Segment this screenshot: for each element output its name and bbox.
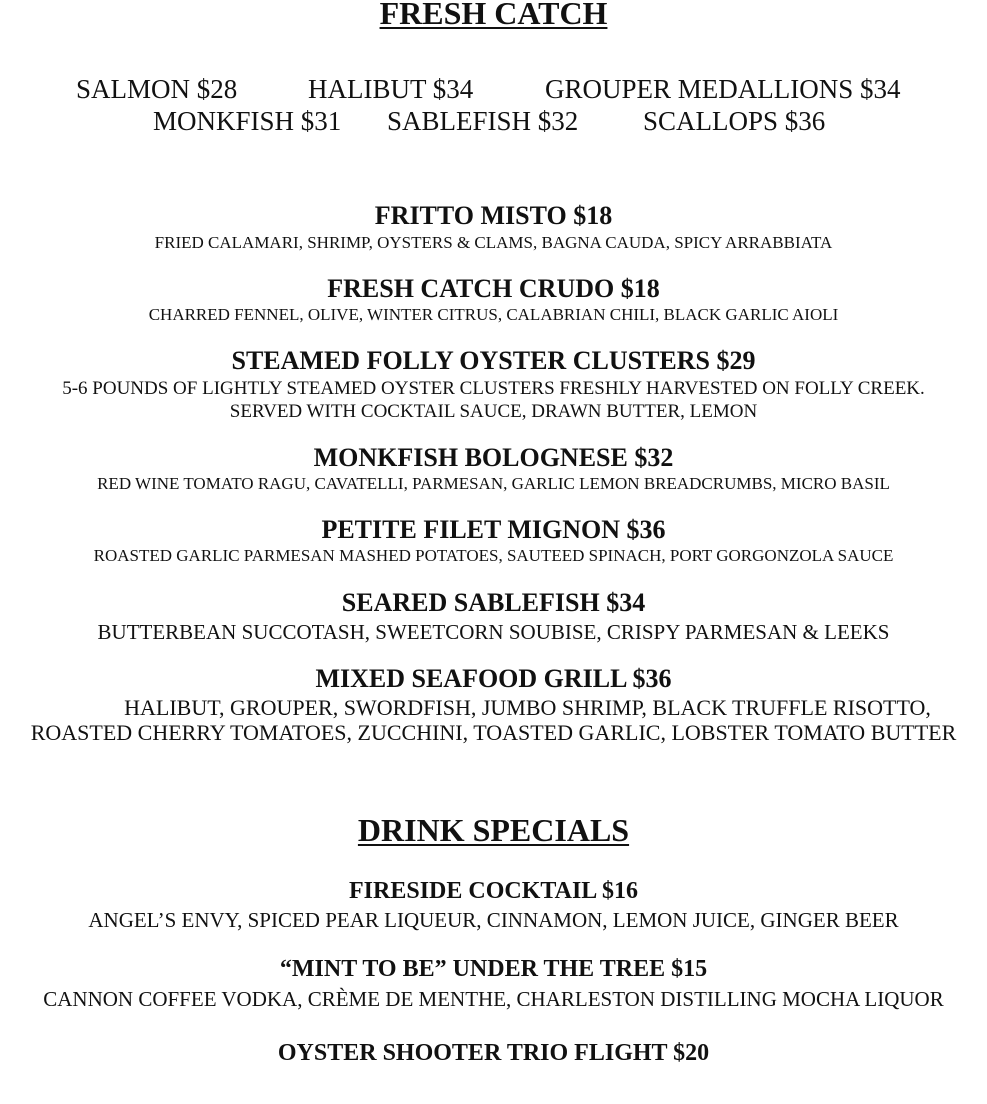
special-title: SEARED SABLEFISH $34 [341, 588, 646, 617]
special-title: MIXED SEAFOOD GRILL $36 [315, 664, 672, 693]
drink-title: “MINT TO BE” UNDER THE TREE $15 [279, 956, 708, 982]
drink-title: OYSTER SHOOTER TRIO FLIGHT $20 [277, 1040, 710, 1066]
special-description: 5-6 POUNDS OF LIGHTLY STEAMED OYSTER CLUSTERS FRESHLY HARVESTED ON FOLLY CREEK. [62, 378, 925, 399]
special-description: ROASTED GARLIC PARMESAN MASHED POTATOES, SAUTEED SPINACH, PORT GORGONZOLA SAUCE [93, 546, 894, 565]
fresh-catch-title: FRESH CATCH [379, 0, 608, 31]
special-title: STEAMED FOLLY OYSTER CLUSTERS $29 [231, 346, 756, 375]
special-description: RED WINE TOMATO RAGU, CAVATELLI, PARMESAN, GARLIC LEMON BREADCRUMBS, MICRO BASIL [97, 474, 890, 493]
special-title: FRESH CATCH CRUDO $18 [327, 274, 660, 303]
drink-description: CANNON COFFEE VODKA, CRÈME DE MENTHE, CHARLESTON DISTILLING MOCHA LIQUOR [43, 987, 944, 1011]
special-description: FRIED CALAMARI, SHRIMP, OYSTERS & CLAMS, BAGNA CAUDA, SPICY ARRABBIATA [154, 233, 833, 252]
special-description: BUTTERBEAN SUCCOTASH, SWEETCORN SOUBISE, CRISPY PARMESAN & LEEKS [97, 620, 890, 644]
special-title: MONKFISH BOLOGNESE $32 [313, 443, 674, 472]
special-title: PETITE FILET MIGNON $36 [321, 515, 666, 544]
catch-item: MONKFISH $31 [153, 106, 342, 136]
catch-item: SALMON $28 [76, 74, 238, 104]
catch-item: GROUPER MEDALLIONS $34 [545, 74, 901, 104]
special-title: FRITTO MISTO $18 [374, 201, 613, 230]
catch-item: HALIBUT $34 [308, 74, 474, 104]
drink-description: ANGEL’S ENVY, SPICED PEAR LIQUEUR, CINNAMON, LEMON JUICE, GINGER BEER [88, 908, 899, 932]
special-description: HALIBUT, GROUPER, SWORDFISH, JUMBO SHRIMP, BLACK TRUFFLE RISOTTO, [124, 695, 931, 720]
drink-title: FIRESIDE COCKTAIL $16 [349, 878, 638, 904]
catch-item: SABLEFISH $32 [387, 106, 579, 136]
drink-specials-title: DRINK SPECIALS [357, 812, 630, 848]
special-description: SERVED WITH COCKTAIL SAUCE, DRAWN BUTTER, LEMON [229, 401, 758, 422]
catch-item: SCALLOPS $36 [643, 106, 826, 136]
special-description: CHARRED FENNEL, OLIVE, WINTER CITRUS, CALABRIAN CHILI, BLACK GARLIC AIOLI [148, 305, 839, 324]
special-description: ROASTED CHERRY TOMATOES, ZUCCHINI, TOASTED GARLIC, LOBSTER TOMATO BUTTER [30, 720, 957, 745]
